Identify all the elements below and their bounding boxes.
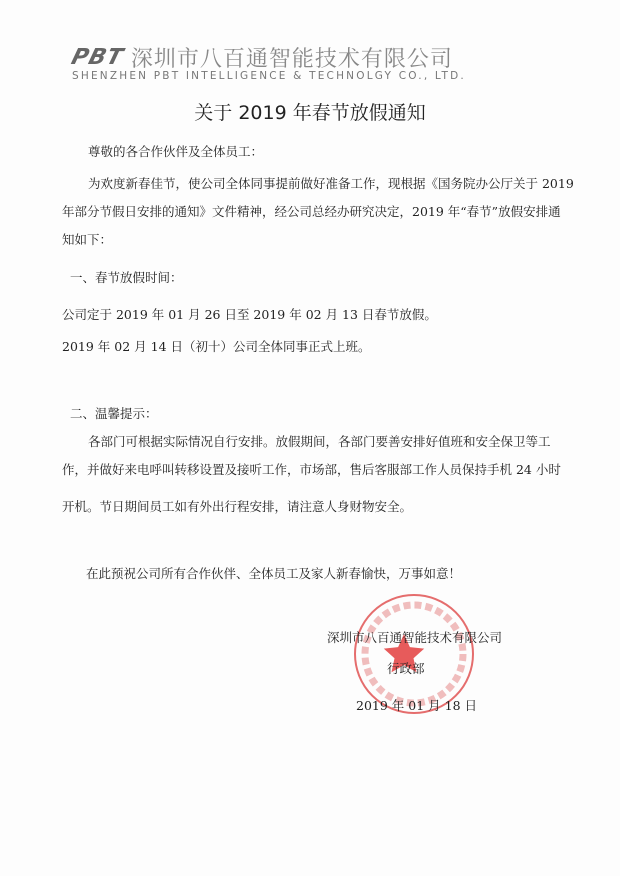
intro-line: 知如下： bbox=[62, 232, 113, 247]
section1-heading: 一、春节放假时间： bbox=[70, 270, 183, 285]
section2-heading: 二、温馨提示： bbox=[70, 406, 158, 421]
section2-line: 各部门可根据实际情况自行安排。放假期间，各部门要善安排好值班和安全保卫等工 bbox=[88, 434, 551, 449]
signature-company: 深圳市八百通智能技术有限公司 bbox=[327, 630, 503, 645]
section1-line: 公司定于 2019 年 01 月 26 日至 2019 年 02 月 13 日春节放假。 bbox=[62, 307, 437, 322]
signature-date: 2019 年 01 月 18 日 bbox=[356, 698, 477, 713]
document-title: 关于 2019 年春节放假通知 bbox=[194, 102, 426, 124]
signature-department: 行政部 bbox=[387, 661, 425, 676]
pbt-logo-mark: PBT bbox=[68, 45, 127, 70]
section2-line: 作，并做好来电呼叫转移设置及接听工作，市场部，售后客服部工作人员保持手机 24 小时 bbox=[62, 462, 561, 477]
salutation: 尊敬的各合作伙伴及全体员工： bbox=[88, 144, 264, 159]
closing-wish: 在此预祝公司所有合作伙伴、全体员工及家人新春愉快，万事如意！ bbox=[86, 566, 462, 581]
intro-line: 为欢度新春佳节，使公司全体同事提前做好准备工作，现根据《国务院办公厅关于 2019 bbox=[88, 176, 574, 191]
section1-line: 2019 年 02 月 14 日（初十）公司全体同事正式上班。 bbox=[62, 339, 371, 354]
company-name-cn: 深圳市八百通智能技术有限公司 bbox=[130, 47, 453, 72]
company-name-en: SHENZHEN PBT INTELLIGENCE & TECHNOLGY CO., LTD. bbox=[72, 70, 466, 82]
intro-line: 年部分节假日安排的通知》文件精神，经公司总经办研究决定，2019 年“春节”放假安排通 bbox=[62, 204, 561, 219]
section2-line: 开机。节日期间员工如有外出行程安排，请注意人身财物安全。 bbox=[62, 499, 413, 514]
letterhead-logo bbox=[68, 42, 453, 73]
